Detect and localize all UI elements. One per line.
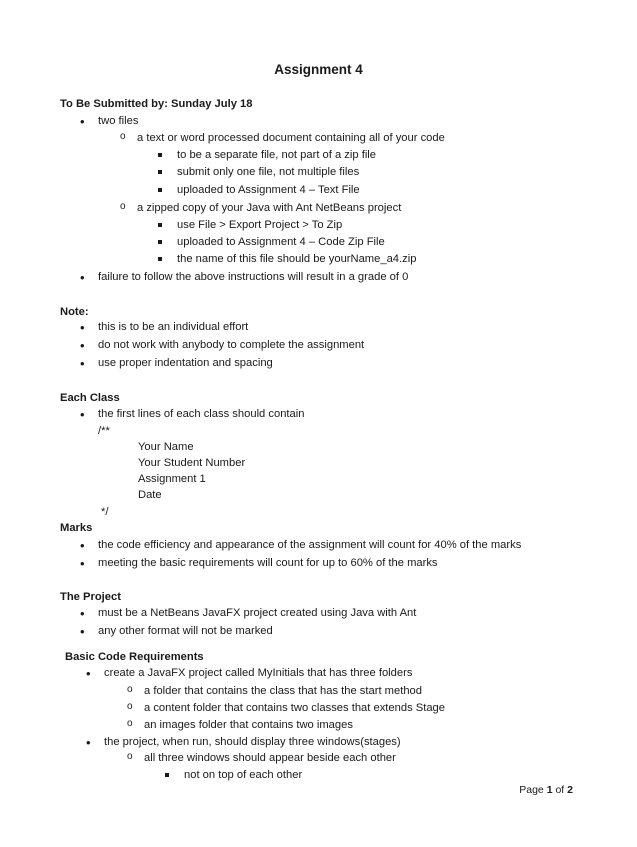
list-item: • two files [98, 115, 138, 127]
list-item: • failure to follow the above instructions will result in a grade of 0 [98, 271, 408, 283]
comment-line: Your Name [138, 441, 194, 453]
comment-line: Assignment 1 [138, 473, 206, 485]
each-class-heading: Each Class [60, 392, 120, 404]
page-number [519, 784, 573, 796]
list-item: • the code efficiency and appearance of the assignment will count for 40% of the marks [98, 539, 521, 551]
list-item: o a text or word processed document containing all of your code [137, 132, 445, 144]
list-item: the name of this file should be yourName_a4.zip [177, 253, 417, 265]
list-item: • do not work with anybody to complete the assignment [98, 339, 364, 351]
comment-open: /** [98, 425, 110, 437]
marks-heading: Marks [60, 522, 93, 534]
comment-line: Your Student Number [138, 457, 246, 469]
page-total: 2 [567, 784, 573, 796]
page-current: 1 [546, 784, 553, 796]
basic-heading: Basic Code Requirements [65, 651, 204, 663]
list-item: • meeting the basic requirements will count for up to 60% of the marks [98, 557, 438, 569]
list-item: o an images folder that contains two images [144, 719, 353, 731]
list-item: use File > Export Project > To Zip [177, 219, 343, 231]
comment-line: Date [138, 489, 162, 501]
list-item: o a zipped copy of your Java with Ant NetBeans project [137, 202, 401, 214]
comment-close: */ [101, 506, 109, 518]
list-item: o a content folder that contains two classes that extends Stage [144, 702, 445, 714]
list-item: o all three windows should appear beside each other [144, 752, 396, 764]
list-item: • the project, when run, should display three windows(stages) [104, 736, 401, 748]
list-item: to be a separate file, not part of a zip file [177, 149, 377, 161]
page-word: Page [519, 784, 544, 796]
list-item: • the first lines of each class should contain [98, 408, 304, 420]
list-item: • use proper indentation and spacing [98, 357, 273, 369]
list-item: not on top of each other [184, 769, 303, 781]
of-word: of [555, 784, 565, 796]
note-heading: Note: [60, 306, 89, 318]
list-item: • create a JavaFX project called MyInitials that has three folders [104, 667, 412, 679]
list-item: uploaded to Assignment 4 – Text File [177, 184, 360, 196]
submit-heading: To Be Submitted by: Sunday July 18 [60, 98, 253, 110]
project-heading: The Project [60, 591, 121, 603]
list-item: • any other format will not be marked [98, 625, 273, 637]
list-item: uploaded to Assignment 4 – Code Zip File [177, 236, 385, 248]
list-item: submit only one file, not multiple files [177, 166, 360, 178]
list-item: o a folder that contains the class that has the start method [144, 685, 422, 697]
page-title: Assignment 4 [274, 62, 363, 77]
list-item: • must be a NetBeans JavaFX project created using Java with Ant [98, 607, 416, 619]
list-item: • this is to be an individual effort [98, 321, 248, 333]
